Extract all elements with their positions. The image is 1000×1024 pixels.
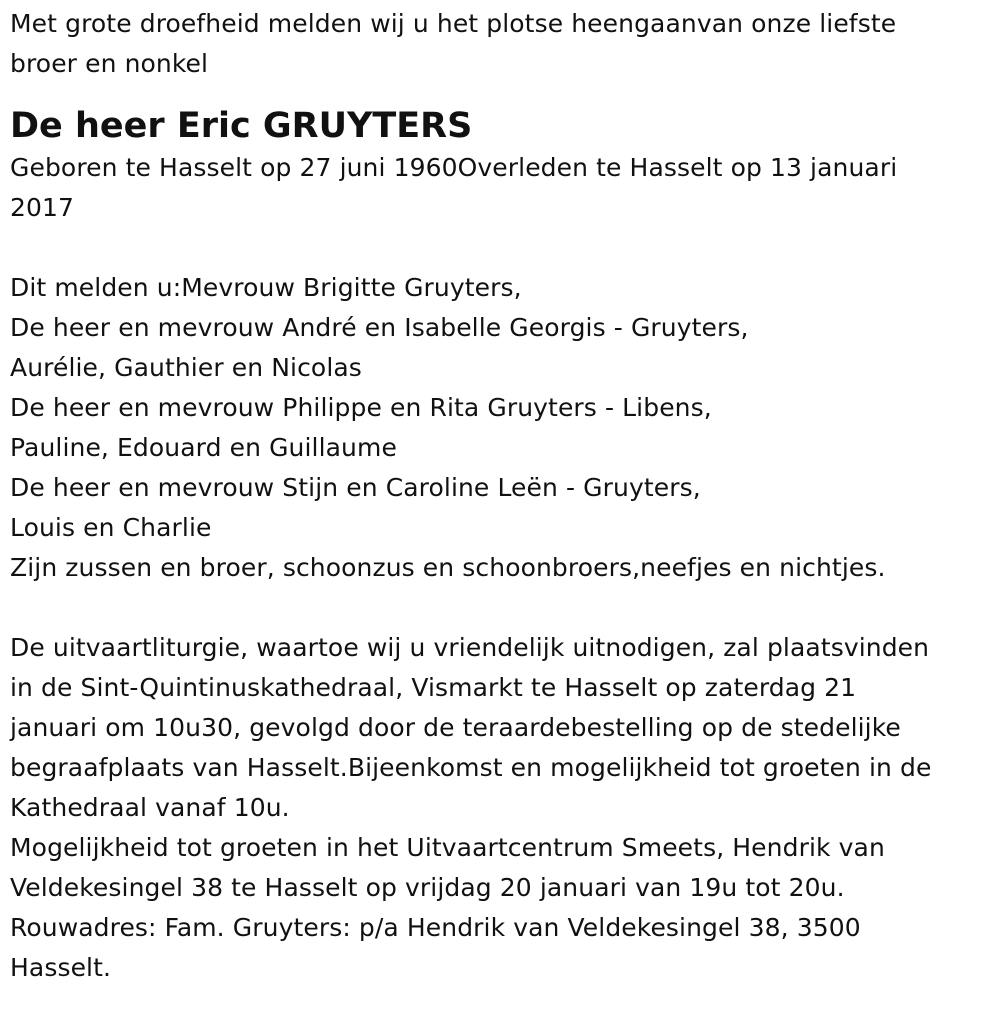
details-line: De uitvaartliturgie, waartoe wij u vriendelijk uitnodigen, zal plaatsvinden <box>10 633 930 662</box>
spacer <box>10 588 985 628</box>
details-line: Veldekesingel 38 te Hasselt op vrijdag 20 januari van 19u tot 20u. <box>10 873 845 902</box>
family-line: Dit melden u:Mevrouw Brigitte Gruyters, <box>10 273 522 302</box>
birth-death-dates <box>10 148 985 228</box>
obituary-notice <box>10 4 985 988</box>
details-line: Kathedraal vanaf 10u. <box>10 793 290 822</box>
details-line: januari om 10u30, gevolgd door de teraardebestelling op de stedelijke <box>10 713 901 742</box>
intro-line: Met grote droefheid melden wij u het plotse heengaanvan onze liefste <box>10 9 897 38</box>
intro-text <box>10 4 985 84</box>
intro-line: broer en nonkel <box>10 49 209 78</box>
deceased-name: De heer Eric GRUYTERS <box>10 106 473 146</box>
family-line: Zijn zussen en broer, schoonzus en schoonbroers,neefjes en nichtjes. <box>10 553 886 582</box>
details-line: in de Sint-Quintinuskathedraal, Vismarkt te Hasselt op zaterdag 21 <box>10 673 857 702</box>
family-list <box>10 268 985 588</box>
funeral-details <box>10 628 985 988</box>
family-line: Aurélie, Gauthier en Nicolas <box>10 353 362 382</box>
details-line: Mogelijkheid tot groeten in het Uitvaartcentrum Smeets, Hendrik van <box>10 833 885 862</box>
dates-line: Geboren te Hasselt op 27 juni 1960Overleden te Hasselt op 13 januari <box>10 153 898 182</box>
dates-line: 2017 <box>10 193 75 222</box>
details-line: begraafplaats van Hasselt.Bijeenkomst en mogelijkheid tot groeten in de <box>10 753 932 782</box>
family-line: Pauline, Edouard en Guillaume <box>10 433 397 462</box>
family-line: De heer en mevrouw Stijn en Caroline Leën - Gruyters, <box>10 473 701 502</box>
details-line: Rouwadres: Fam. Gruyters: p/a Hendrik van Veldekesingel 38, 3500 <box>10 913 861 942</box>
family-line: De heer en mevrouw André en Isabelle Georgis - Gruyters, <box>10 313 749 342</box>
family-line: Louis en Charlie <box>10 513 212 542</box>
family-line: De heer en mevrouw Philippe en Rita Gruyters - Libens, <box>10 393 712 422</box>
spacer <box>10 228 985 268</box>
details-line: Hasselt. <box>10 953 112 982</box>
